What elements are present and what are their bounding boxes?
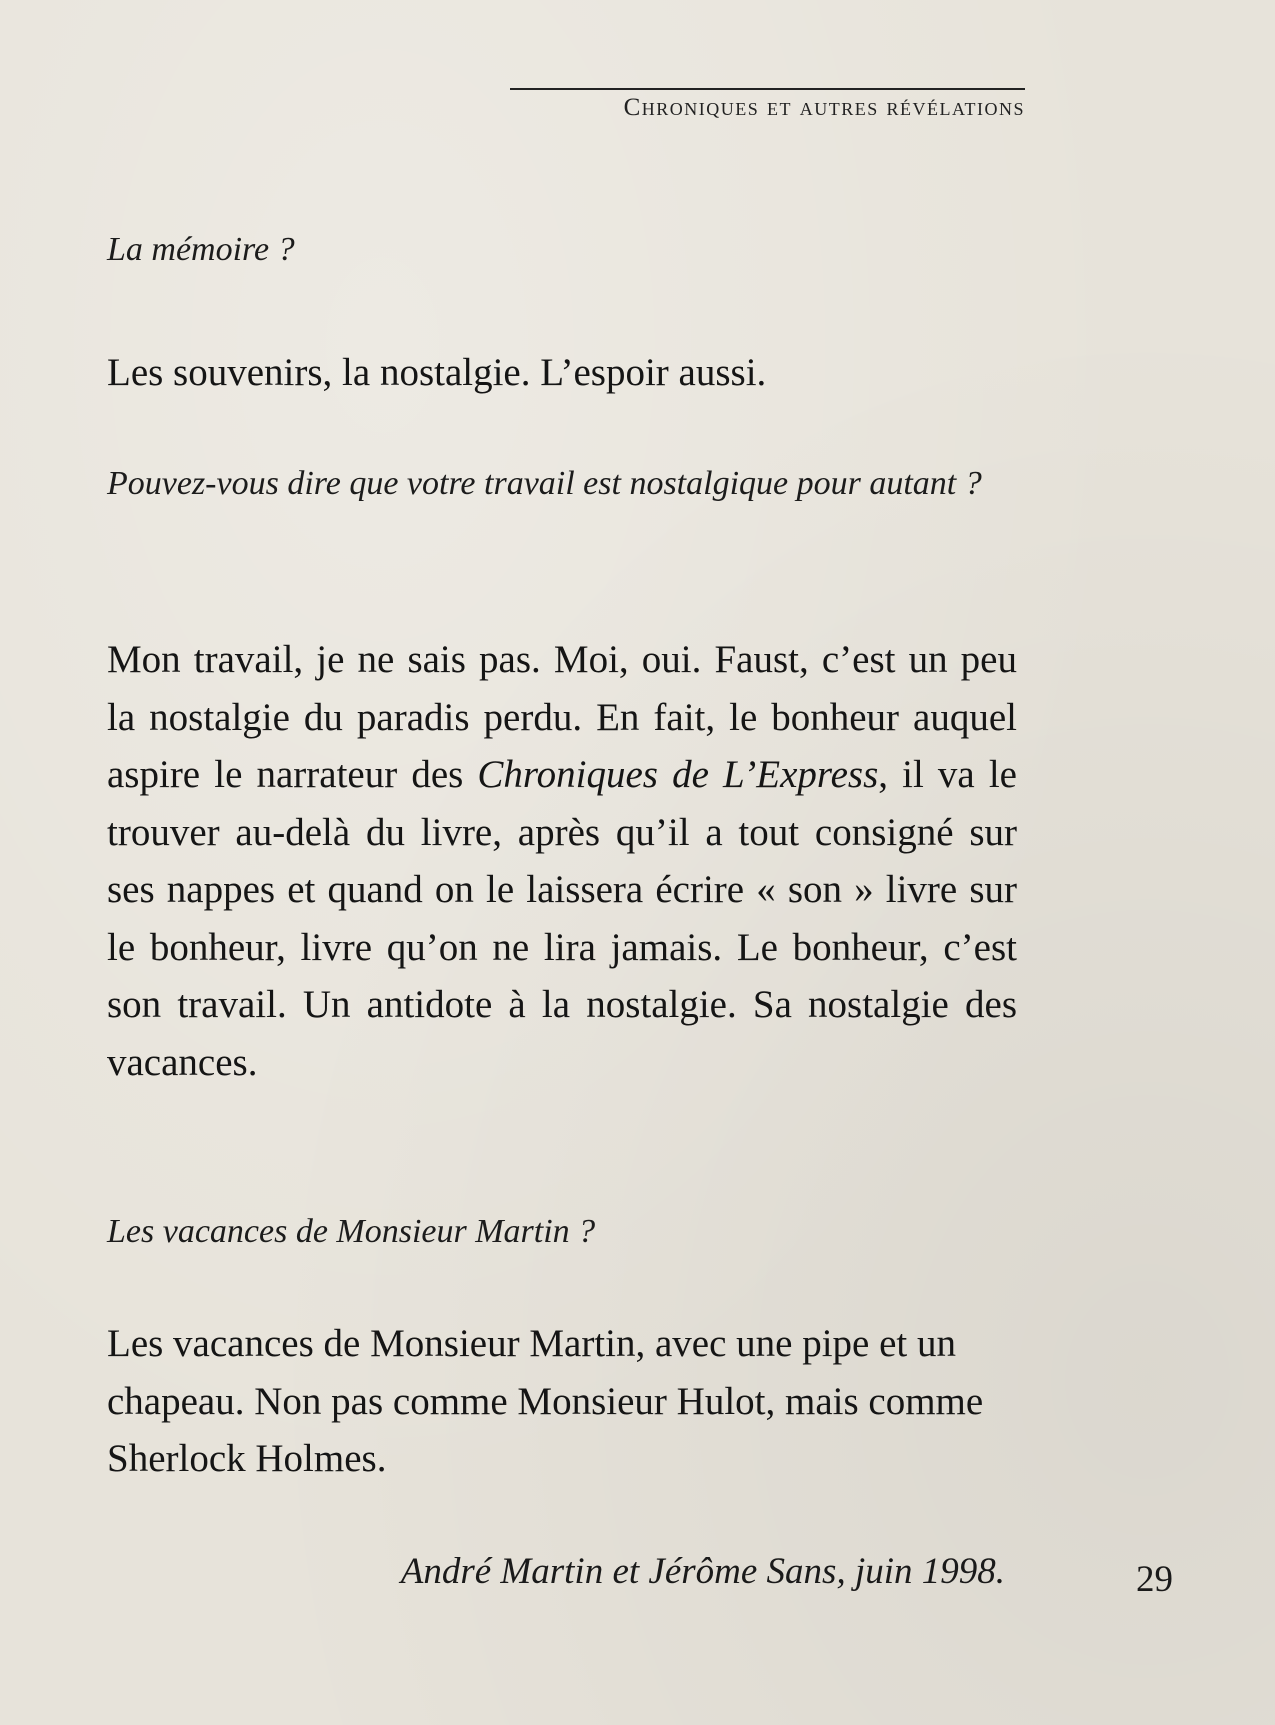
running-head: Chroniques et autres révélations: [510, 88, 1025, 122]
answer-2-cited-title: Chroniques de L’Express: [477, 753, 879, 796]
question-2: Pouvez-vous dire que votre travail est nostalgique pour autant ?: [107, 465, 982, 502]
answer-2-text-end: , il va le trouver au-delà du livre, après qu’il a tout consigné sur ses nappes et quand on le laissera écrire « son » livre sur le bonheur, livre qu’on ne lira jamais. Le bonheur, c’est son travail. Un antidote à la nostalgie. Sa nostalgie des vacances.: [107, 753, 1017, 1084]
answer-3: Les vacances de Monsieur Martin, avec une pipe et un chapeau. Non pas comme Monsieur Hulot, mais comme Sherlock Holmes.: [107, 1322, 984, 1480]
signature: André Martin et Jérôme Sans, juin 1998.: [400, 1551, 1005, 1592]
answer-1: Les souvenirs, la nostalgie. L’espoir aussi.: [107, 351, 767, 394]
question-3: Les vacances de Monsieur Martin ?: [107, 1213, 596, 1250]
answer-2: [107, 631, 1017, 1091]
answer-2-text-start: Mon travail, je ne sais pas. Moi, oui. Faust, c’est un peu la nostalgie du paradis perdu. En fait, le bonheur auquel aspire le narrateur des: [107, 638, 1017, 796]
question-1: La mémoire ?: [107, 231, 295, 268]
page-number: 29: [1136, 1559, 1173, 1600]
